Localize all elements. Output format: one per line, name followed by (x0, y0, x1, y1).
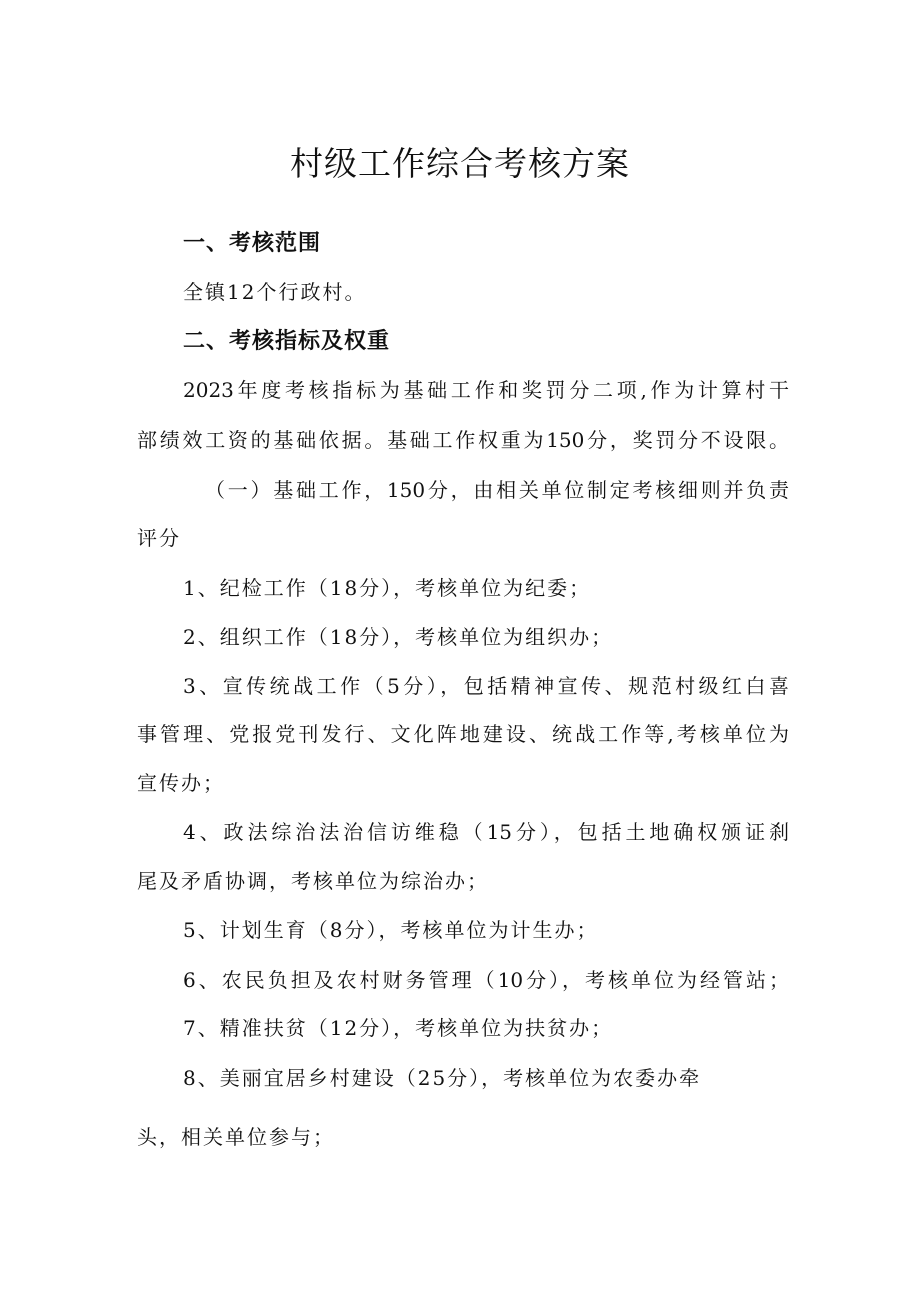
list-item-8-line-2: 头，相关单位参与； (137, 1125, 335, 1149)
list-item-7: 7、精准扶贫（12分），考核单位为扶贫办； (183, 1016, 614, 1040)
list-item-6: 6、农民负担及农村财务管理（10分），考核单位为经管站； (183, 968, 789, 992)
scope-body: 全镇12个行政村。 (183, 280, 367, 304)
indicators-intro-line-2: 部绩效工资的基础依据。基础工作权重为150分，奖罚分不设限。 (137, 428, 789, 452)
list-item-1: 1、纪检工作（18分），考核单位为纪委； (183, 576, 592, 600)
document-title: 村级工作综合考核方案 (290, 144, 630, 183)
basic-work-line-2: 评分 (137, 526, 181, 550)
list-item-3-line-1: 3、宣传统战工作（5分），包括精神宣传、规范村级红白喜 (183, 674, 789, 698)
list-item-8-line-1: 8、美丽宜居乡村建设（25分），考核单位为农委办牵 (183, 1066, 702, 1090)
list-item-5: 5、计划生育（8分），考核单位为计生办； (183, 918, 599, 942)
list-item-3-line-2: 事管理、党报党刊发行、文化阵地建设、统战工作等,考核单位为 (137, 722, 789, 746)
list-item-4-line-2: 尾及矛盾协调，考核单位为综治办； (137, 869, 489, 893)
basic-work-line-1: （一）基础工作，150分，由相关单位制定考核细则并负责 (205, 478, 789, 502)
section-heading-scope: 一、考核范围 (183, 231, 322, 256)
indicators-intro-line-1: 2023年度考核指标为基础工作和奖罚分二项,作为计算村干 (183, 378, 789, 402)
list-item-3-line-3: 宣传办； (137, 771, 225, 795)
list-item-4-line-1: 4、政法综治法治信访维稳（15分），包括土地确权颁证刹 (183, 820, 789, 844)
section-heading-indicators: 二、考核指标及权重 (183, 329, 391, 354)
list-item-2: 2、组织工作（18分），考核单位为组织办； (183, 625, 614, 649)
